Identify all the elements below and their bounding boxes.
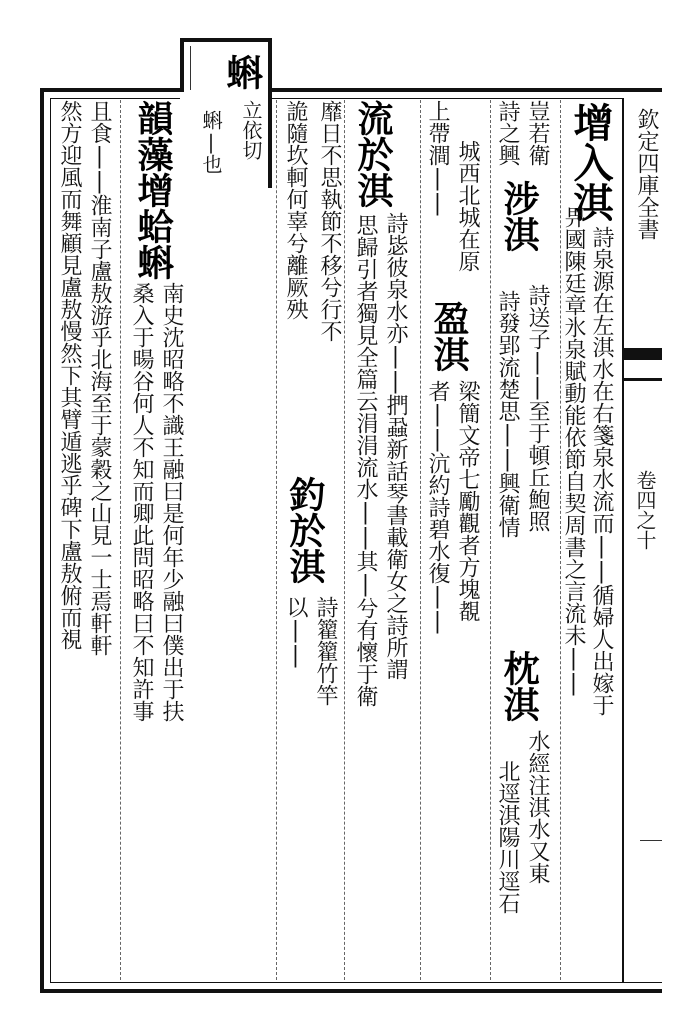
entry-text: 詩送子||至于頓丘鮑照 [525,284,550,532]
text-column [384,212,407,680]
entry-text: 詩發郢流楚思||興衛情 [495,290,520,538]
entry-text: 豈若衛 [525,100,550,166]
text-column [526,100,549,166]
text-column [500,650,538,722]
entry-text: 水經注淇水又東 [525,730,550,884]
text-column [500,180,538,252]
text-column [496,290,519,538]
margin-tick [640,840,662,841]
text-column [562,206,585,696]
text-column [160,282,183,722]
text-column [134,100,172,280]
tab-top-border [180,38,272,42]
text-column [130,282,153,722]
text-column [496,760,519,914]
fish-tail-upper [624,348,662,360]
entry-heading: 盈淇 [428,300,470,372]
column-divider [276,100,277,980]
text-column [314,596,337,706]
frame-bottom-border [40,989,662,993]
text-column [526,730,549,884]
entry-text: 南史沈昭略不識王融曰是何年少融曰僕出于扶 [159,282,184,722]
entry-heading: 枕淇 [498,650,540,722]
frame-inner-top-line-right [272,98,622,99]
column-divider [120,100,121,980]
text-column [354,100,392,208]
entry-text: 且食||淮南子盧敖游乎北海至于蒙穀之山見一士焉軒軒 [87,100,112,656]
text-column [430,300,468,372]
tab-left-border [180,38,184,92]
entry-text: 詭隨坎軻何辜兮離厥殃 [283,100,308,320]
entry-heading: 增入淇 [567,102,614,222]
entry-text: 者||沆約詩碧水復|| [425,380,450,634]
text-column [567,102,614,222]
text-column [318,100,341,342]
text-column [286,476,324,584]
margin-volume [634,470,656,550]
entry-heading: 韻藻增蛤蝌 [132,100,174,280]
margin-title-text: 欽定四庫全書 [634,108,659,240]
entry-text: 詩之興 [495,100,520,166]
frame-top-border-left [40,88,184,92]
entry-text: 詩籊籊竹竿 [313,596,338,706]
entry-text: 畀國陳廷章氷泉賦動能依節自契周書之言流未|| [561,206,586,696]
tab-entry-col [200,110,222,174]
text-column [284,100,307,320]
frame-inner-top-line [50,98,180,99]
frame-left-border [40,88,44,993]
entry-text: 詩毖彼泉水亦||捫蝨新話琴書載衛女之詩所謂 [383,212,408,680]
entry-text: 以|| [283,596,308,668]
frame-inner-bottom-line [50,982,662,983]
margin-title [634,108,658,240]
text-column [526,284,549,532]
margin-volume-text: 卷四之十 [633,470,657,550]
text-column [590,226,613,716]
tab-entry: 蝌|也 [199,110,223,174]
text-column [496,100,519,166]
text-column [456,380,479,622]
text-column [284,596,307,668]
entry-heading: 流於淇 [352,100,394,208]
tab-right-border [268,38,272,188]
text-column [88,100,111,656]
entry-text: 桑入于暘谷何人不知而卿此問昭略曰不知許事 [129,282,154,722]
tab-inner-line [190,46,191,90]
text-column [456,140,479,272]
frame-inner-left-line [50,98,51,983]
tab-note-col [240,100,262,160]
entry-text: 城西北城在原 [455,140,480,272]
entry-text: 梁簡文帝七勵觀者方塊覩 [455,380,480,622]
text-column [58,100,81,650]
entry-text: 靡日不思執節不移兮行不 [317,100,342,342]
tab-headword: 蝌 [221,54,263,90]
text-column [426,380,449,634]
text-column [426,100,449,216]
entry-text: 上帶澗|| [425,100,450,216]
entry-text: 思歸引者獨見全篇云涓涓流水||其|兮有懷于衛 [353,214,378,707]
entry-heading: 涉淇 [498,180,540,252]
tab-note: 立依切 [239,100,263,160]
entry-text: 北逕淇陽川逕石 [495,760,520,914]
margin-column-left-line [622,98,624,983]
text-column [354,214,377,707]
entry-text: 詩泉源在左淇水在右箋泉水流而||循婦人出嫁于 [589,226,614,716]
fish-tail-lower [624,378,662,381]
frame-top-border-right [268,88,662,92]
column-divider [420,100,421,980]
column-divider [490,100,491,980]
tab-headword-col [221,54,263,90]
entry-heading: 釣於淇 [284,476,326,584]
entry-text: 然方迎風而舞顧見盧敖慢然下其臂遁逃乎碑下盧敖俯而視 [57,100,82,650]
column-divider [344,100,345,980]
